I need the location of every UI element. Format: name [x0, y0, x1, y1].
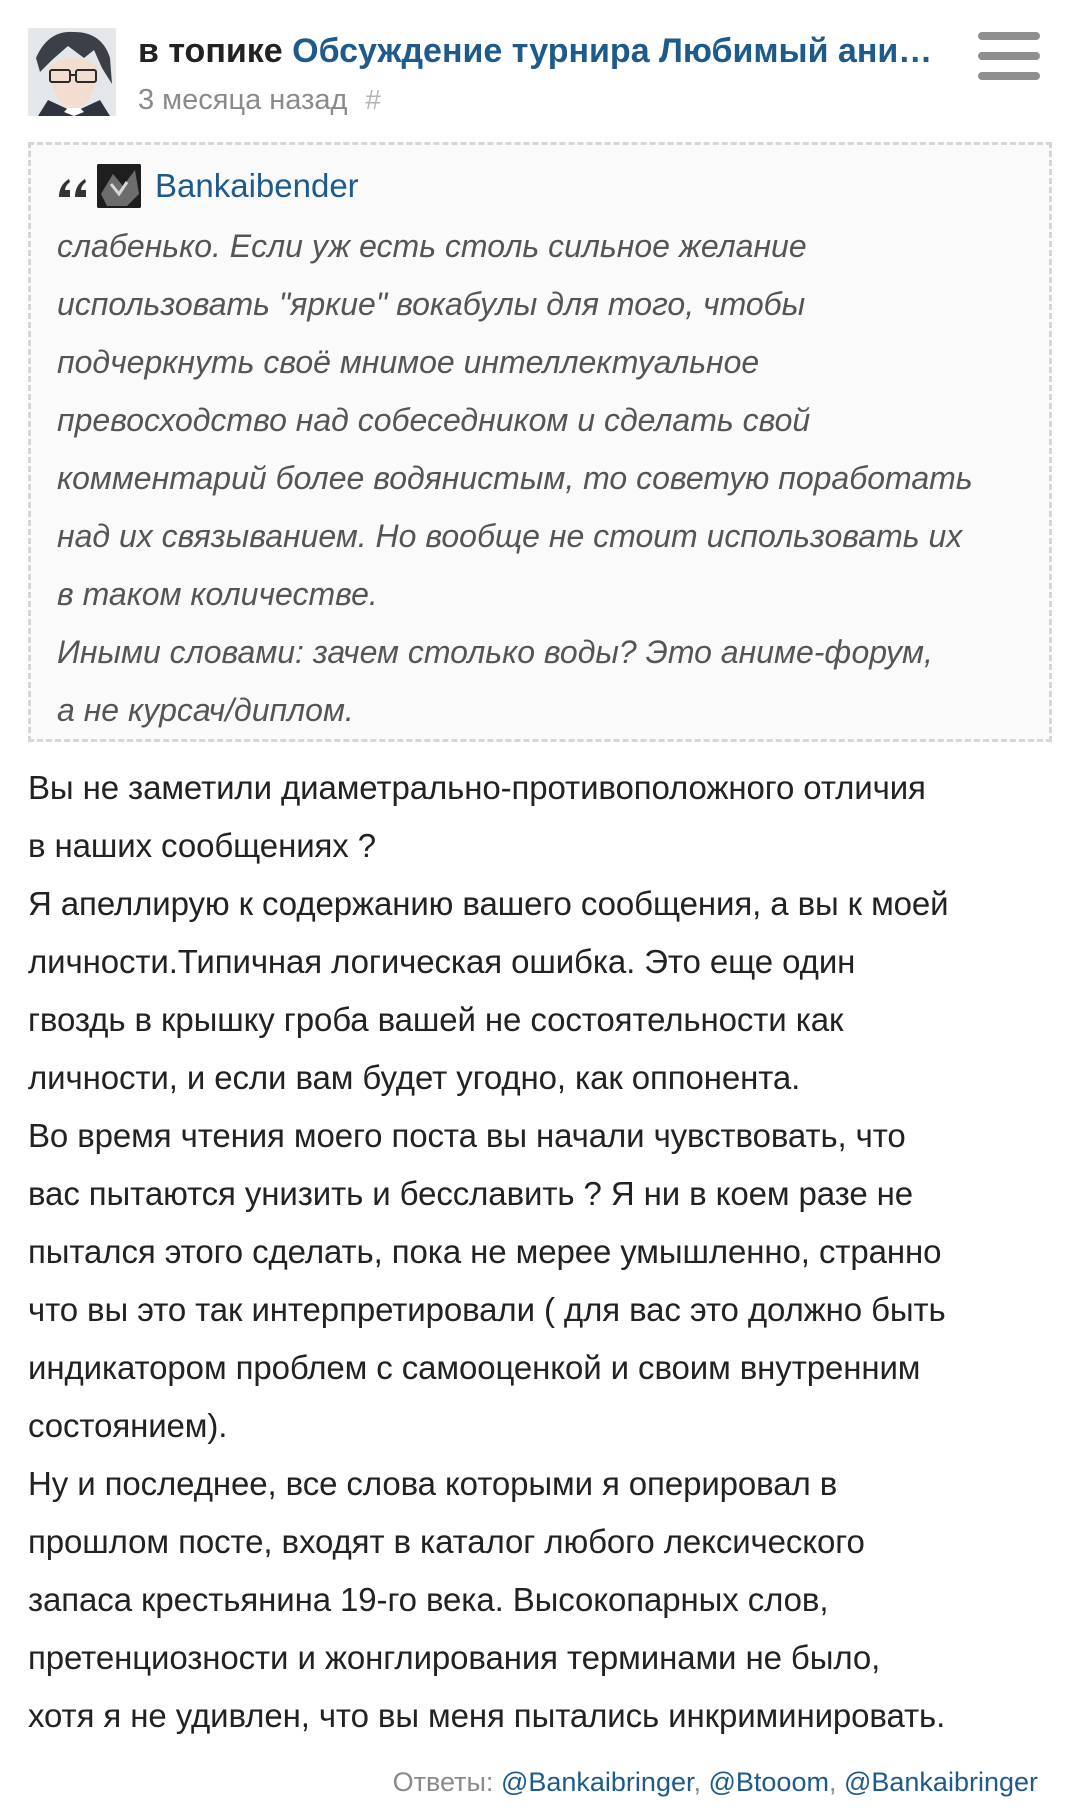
quote-line: превосходство над собеседником и сделать свой: [57, 402, 811, 438]
body-line: пытался этого сделать, пока не мерее умышленно, странно: [28, 1233, 942, 1270]
body-line: что вы это так интерпретировали ( для вас это должно быть: [28, 1291, 946, 1328]
anime-avatar-icon: [28, 28, 116, 116]
menu-bar: [978, 72, 1040, 80]
quote-header: [57, 157, 1023, 215]
quote-line: в таком количестве.: [57, 576, 378, 612]
quote-line: слабенько. Если уж есть столь сильное желание: [57, 228, 807, 264]
header-text: [138, 28, 958, 120]
body-line: запаса крестьянина 19-го века. Высокопарных слов,: [28, 1581, 829, 1618]
topic-prefix: в топике: [138, 32, 283, 70]
menu-bar: [978, 52, 1040, 60]
permalink-hash[interactable]: #: [365, 84, 381, 115]
reply-link[interactable]: @Bankaibringer: [500, 1767, 694, 1797]
reply-separator: ,: [828, 1767, 844, 1797]
reply-link[interactable]: @Btooom: [708, 1767, 829, 1797]
body-line: индикатором проблем с самооценкой и своим внутренним: [28, 1349, 921, 1386]
body-line: Вы не заметили диаметрально-противоположного отличия: [28, 769, 926, 806]
body-line: в наших сообщениях ?: [28, 827, 377, 864]
dark-avatar-icon: [97, 164, 141, 208]
reply-separator: ,: [693, 1767, 709, 1797]
body-line: личности.Типичная логическая ошибка. Это еще один: [28, 943, 856, 980]
comment-body: [28, 759, 1058, 1745]
replies-label: Ответы:: [392, 1767, 494, 1797]
timestamp: 3 месяца назад: [138, 84, 348, 116]
body-line: хотя я не удивлен, что вы меня пытались инкриминировать.: [28, 1697, 946, 1734]
body-line: Я апеллирую к содержанию вашего сообщения, а вы к моей: [28, 885, 949, 922]
quote-line: подчеркнуть своё мнимое интеллектуальное: [57, 344, 760, 380]
quote-line: над их связыванием. Но вообще не стоит использовать их: [57, 518, 963, 554]
quote-block: [28, 142, 1052, 742]
quote-author-link[interactable]: Bankaibender: [155, 167, 359, 204]
quote-mark-icon: [57, 171, 91, 201]
quote-author-avatar[interactable]: [97, 164, 141, 208]
quote-line: использовать "яркие" вокабулы для того, чтобы: [57, 286, 806, 322]
quote-line: Иными словами: зачем столько воды? Это аниме-форум,: [57, 634, 933, 670]
body-line: прошлом посте, входят в каталог любого лексического: [28, 1523, 865, 1560]
replies-line: [393, 1764, 1038, 1800]
comment-header: [28, 28, 1052, 124]
hamburger-menu-icon[interactable]: [978, 30, 1040, 82]
meta-line: [138, 80, 958, 120]
topic-line: [138, 28, 958, 74]
topic-link[interactable]: Обсуждение турнира Любимый ани…: [292, 32, 933, 70]
body-line: личности, и если вам будет угодно, как оппонента.: [28, 1059, 801, 1096]
body-line: гвоздь в крышку гроба вашей не состоятельности как: [28, 1001, 844, 1038]
body-line: Во время чтения моего поста вы начали чувствовать, что: [28, 1117, 906, 1154]
quote-text: [57, 217, 1037, 739]
menu-bar: [978, 32, 1040, 40]
body-line: состоянием).: [28, 1407, 228, 1444]
quote-line: а не курсач/диплом.: [57, 692, 354, 728]
reply-link[interactable]: @Bankaibringer: [843, 1767, 1038, 1797]
body-line: претенциозности и жонглирования терминами не было,: [28, 1639, 881, 1676]
user-avatar[interactable]: [28, 28, 116, 116]
body-line: вас пытаются унизить и бесславить ? Я ни в коем разе не: [28, 1175, 914, 1212]
body-line: Ну и последнее, все слова которыми я оперировал в: [28, 1465, 838, 1502]
quote-line: комментарий более водянистым, то советую поработать: [57, 460, 973, 496]
